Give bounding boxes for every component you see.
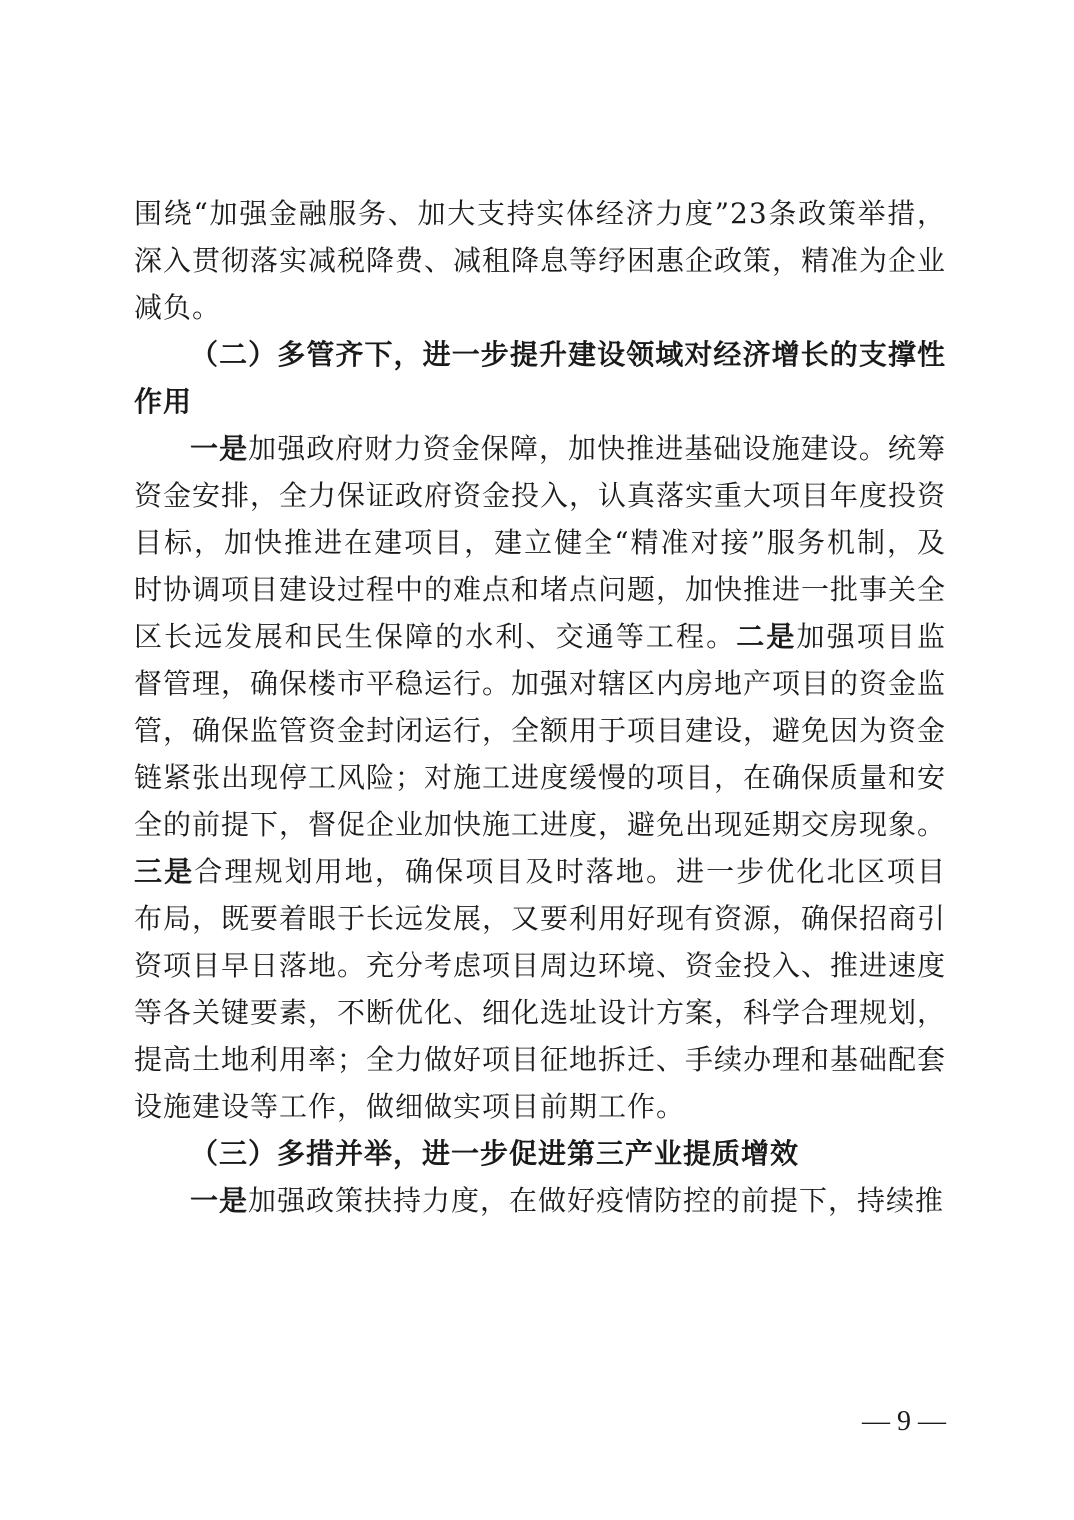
- section-heading-2: （二）多管齐下，进一步提升建设领域对经济增长的支撑性作用: [134, 338, 946, 418]
- paragraph-tax-relief: 围绕“加强金融服务、加大支持实体经济力度”23条政策举措，深入贯彻落实减税降费、减租降息等纾困惠企政策，精准为企业减负。: [134, 197, 947, 324]
- keyword-first-tertiary: 一是: [190, 1184, 249, 1217]
- text-infrastructure: 加强政府财力资金保障，加快推进基础设施建设。统筹资金安排，全力保证政府资金投入，认真落实重大项目年度投资目标，加快推进在建项目，建立健全“精准对接”服务机制，及时协调项目建设过程中的难点和堵点问题，加快推进一批事关全区长远发展和民生保障的水利、交通等工程。: [134, 432, 947, 653]
- paragraph-tertiary: [134, 1177, 946, 1224]
- text-policy-support: 加强政策扶持力度，在做好疫情防控的前提下，持续推: [248, 1184, 945, 1217]
- keyword-third: 三是: [134, 855, 195, 888]
- body-text: [134, 190, 946, 1224]
- keyword-first: 一是: [190, 432, 249, 465]
- text-land-planning: 合理规划用地，确保项目及时落地。进一步优化北区项目布局，既要着眼于长远发展，又要利用好现有资源，确保招商引资项目早日落地。充分考虑项目周边环境、资金投入、推进速度等各关键要素，不断优化、细化选址设计方案，科学合理规划，提高土地利用率；全力做好项目征地拆迁、手续办理和基础配套设施建设等工作，做细做实项目前期工作。: [134, 855, 947, 1123]
- keyword-second: 二是: [736, 620, 797, 653]
- page-number: — 9 —: [862, 1406, 946, 1437]
- text-supervision: 加强项目监督管理，确保楼市平稳运行。加强对辖区内房地产项目的资金监管，确保监管资金封闭运行，全额用于项目建设，避免因为资金链紧张出现停工风险；对施工进度缓慢的项目，在确保质量和安全的前提下，督促企业加快施工进度，避免出现延期交房现象。: [134, 620, 947, 841]
- section-heading-3: （三）多措并举，进一步促进第三产业提质增效: [190, 1137, 800, 1170]
- paragraph-construction: [134, 425, 946, 1130]
